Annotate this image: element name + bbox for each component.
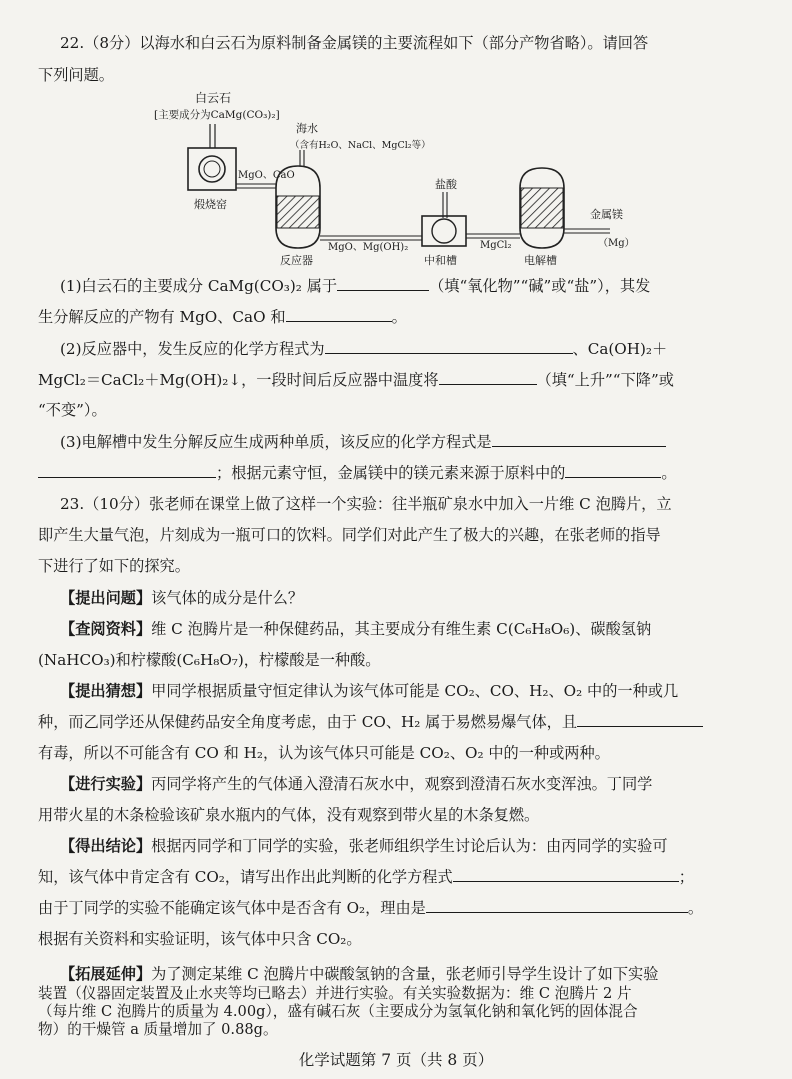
q23-intro-line-1: 23.（10分）张老师在课堂上做了这样一个实验：往半瓶矿泉水中加入一片维 C 泡腾片，立: [60, 495, 672, 513]
section-tag: 【提出问题】: [60, 589, 152, 607]
metal-magnesium-symbol: （Mg）: [598, 238, 635, 249]
dolomite-composition-label: [主要成分为CaMg(CO₃)₂]: [154, 109, 280, 121]
q23-guess-line-1: [60, 681, 750, 701]
q22-part2-line-3: “不变”）。: [38, 401, 107, 419]
q22-part3-line-2: [38, 463, 748, 483]
q22-part1-text-c: 生分解反应的产物有 MgO、CaO 和: [38, 308, 286, 326]
seawater-composition-label: （含有H₂O、NaCl、MgCl₂等）: [290, 140, 431, 151]
q23-exp-line-2: 用带火星的木条检验该矿泉水瓶内的气体，没有观察到带火星的木条复燃。: [38, 806, 540, 824]
q23-ext-line-4: 物）的干燥管 a 质量增加了 0.88g。: [38, 1021, 278, 1038]
q23-exp-line-1: [60, 774, 750, 794]
q22-part2-text-b: 、Ca(OH)₂＋: [572, 340, 668, 358]
answer-blank[interactable]: [426, 898, 688, 913]
q22-part1-line-2: [38, 307, 748, 327]
q23-guess-line-3: 有毒，所以不可能含有 CO 和 H₂，认为该气体只可能是 CO₂、O₂ 中的一种或两种。: [38, 744, 610, 762]
electrolyzer-label: 电解槽: [524, 254, 557, 267]
q22-part1-line-1: [60, 276, 750, 296]
q23-ask-line: [60, 588, 750, 608]
q23-ask-text: 该气体的成分是什么？: [151, 589, 303, 607]
answer-blank[interactable]: [337, 276, 429, 291]
page-footer: 化学试题第 7 页（共 8 页）: [298, 1051, 494, 1069]
reactor-label: 反应器: [280, 254, 313, 267]
q22-part3-text-b: ；根据元素守恒，金属镁中的镁元素来源于原料中的: [216, 464, 566, 482]
section-tag: 【进行实验】: [60, 775, 152, 793]
q23-ref-text-1: 维 C 泡腾片是一种保健药品，其主要成分有维生素 C(C₆H₈O₆)、碳酸氢钠: [151, 620, 652, 638]
q22-intro-line-1: 22.（8分）以海水和白云石为原料制备金属镁的主要流程如下（部分产物省略）。请回答: [60, 34, 649, 52]
q23-ext-line-2: 装置（仪器固定装置及止水夹等均已略去）并进行实验。有关实验数据为：维 C 泡腾片 2 片: [38, 985, 632, 1002]
answer-blank[interactable]: [38, 463, 216, 478]
q23-concl-text-1: 根据丙同学和丁同学的实验，张老师组织学生讨论后认为：由丙同学的实验可: [151, 837, 668, 855]
answer-blank[interactable]: [565, 463, 661, 478]
q22-intro-line-2: 下列问题。: [38, 66, 114, 84]
q22-part3-text-c: 。: [661, 464, 677, 482]
answer-blank[interactable]: [577, 712, 703, 727]
q22-part2-text-c: MgCl₂＝CaCl₂＋Mg(OH)₂↓，一段时间后反应器中温度将: [38, 371, 439, 389]
answer-blank[interactable]: [453, 867, 679, 882]
dolomite-label: 白云石: [195, 91, 232, 105]
q23-concl-line-4: 根据有关资料和实验证明，该气体中只含 CO₂。: [38, 930, 362, 948]
q22-part2-text-a: (2)反应器中，发生反应的化学方程式为: [60, 340, 325, 358]
q23-guess-text-1: 甲同学根据质量守恒定律认为该气体可能是 CO₂、CO、H₂、O₂ 中的一种或几: [151, 682, 679, 700]
q23-guess-line-2: [38, 712, 748, 732]
seawater-label: 海水: [296, 122, 318, 135]
kiln-output-label: MgO、CaO: [238, 170, 295, 181]
q23-ext-line-3: （每片维 C 泡腾片的质量为 4.00g），盛有碱石灰（主要成分为氢氧化钠和氧化钙的固体混合: [38, 1003, 638, 1020]
q23-concl-text-3-end: 。: [687, 899, 704, 917]
q22-part3-text-a: (3)电解槽中发生分解反应生成两种单质，该反应的化学方程式是: [60, 433, 492, 451]
q23-concl-text-2: 知，该气体中肯定含有 CO₂，请写出作出此判断的化学方程式: [38, 868, 453, 886]
q22-part3-line-1: [60, 432, 750, 452]
q22-part1-text-d: 。: [391, 308, 407, 326]
mgcl2-label: MgCl₂: [480, 240, 512, 251]
q23-concl-line-2: [38, 867, 748, 887]
neutralizer-box: [422, 216, 466, 246]
q22-part2-text-d: （填“上升”“下降”或: [536, 371, 674, 389]
q23-guess-text-2: 种，而乙同学还从保健药品安全角度考虑，由于 CO、H₂ 属于易燃易爆气体，且: [38, 713, 578, 731]
magnesium-process-diagram: [140, 88, 660, 268]
kiln-box: [188, 148, 236, 190]
q23-intro-line-2: 即产生大量气泡，片刻成为一瓶可口的饮料。同学们对此产生了极大的兴趣，在张老师的指导: [38, 526, 661, 544]
section-tag: 【提出猜想】: [60, 682, 152, 700]
q22-part2-line-2: [38, 370, 748, 390]
q22-part1-text-a: (1)白云石的主要成分 CaMg(CO₃)₂ 属于: [60, 277, 338, 295]
section-tag: 【拓展延伸】: [60, 965, 152, 983]
hcl-label: 盐酸: [435, 178, 457, 191]
q22-part1-text-b: （填“氧化物”“碱”或“盐”），其发: [429, 277, 651, 295]
answer-blank[interactable]: [439, 370, 537, 385]
answer-blank[interactable]: [286, 307, 392, 322]
metal-magnesium-label: 金属镁: [590, 208, 623, 221]
q23-ref-line-2: (NaHCO₃)和柠檬酸(C₆H₈O₇)，柠檬酸是一种酸。: [38, 651, 381, 669]
section-tag: 【查阅资料】: [60, 620, 152, 638]
section-tag: 【得出结论】: [60, 837, 152, 855]
q23-concl-line-1: [60, 836, 750, 856]
q23-concl-text-3: 由于丁同学的实验不能确定该气体中是否含有 O₂，理由是: [38, 899, 426, 917]
q23-concl-text-2-end: ；: [678, 868, 694, 886]
q23-concl-line-3: [38, 898, 748, 918]
q23-intro-line-3: 下进行了如下的探究。: [38, 557, 190, 575]
kiln-label: 煅烧窑: [194, 198, 227, 211]
answer-blank[interactable]: [325, 339, 573, 354]
q23-ext-text-1: 为了测定某维 C 泡腾片中碳酸氢钠的含量，张老师引导学生设计了如下实验: [151, 965, 659, 983]
q23-exp-text-1: 丙同学将产生的气体通入澄清石灰水中，观察到澄清石灰水变浑浊。丁同学: [151, 775, 653, 793]
neutralizer-label: 中和槽: [424, 254, 457, 267]
answer-blank[interactable]: [492, 432, 666, 447]
q23-ext-line-1: [60, 964, 750, 984]
q22-part2-line-1: [60, 339, 750, 359]
q23-ref-line-1: [60, 619, 750, 639]
reactor-output-label: MgO、Mg(OH)₂: [328, 242, 409, 253]
